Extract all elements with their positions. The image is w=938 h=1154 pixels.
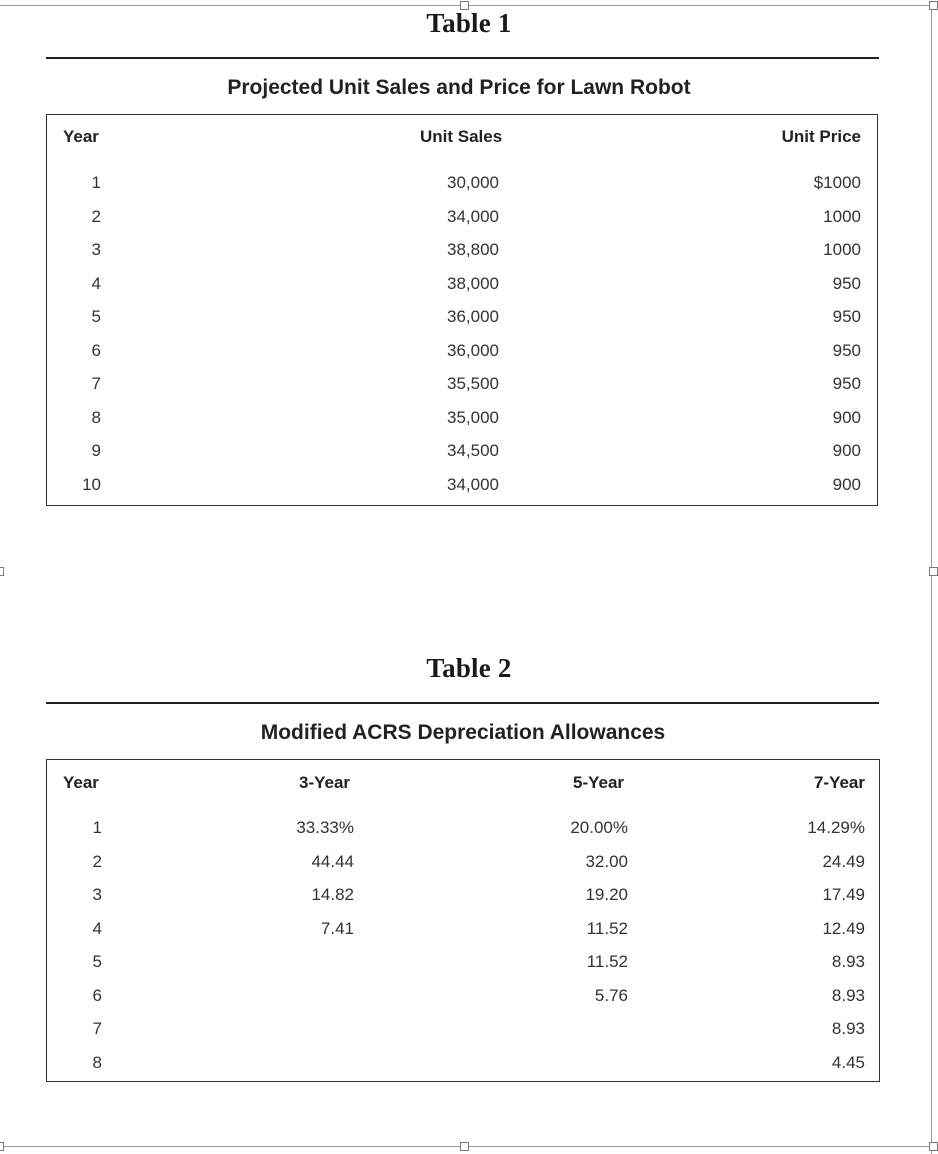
- three-year-cell: 7.41: [320, 918, 354, 938]
- unit-sales-cell: 36,000: [447, 340, 499, 360]
- five-year-cell: 32.00: [585, 851, 628, 871]
- column-header-unit-price: Unit Price: [781, 127, 861, 146]
- seven-year-cell: 8.93: [831, 952, 865, 971]
- five-year-cell: 5.76: [594, 985, 628, 1005]
- unit-price-cell: 1000: [823, 240, 861, 259]
- table-2-title: Table 2: [426, 653, 512, 683]
- year-cell: 6: [92, 985, 102, 1005]
- year-cell: 9: [91, 441, 101, 460]
- unit-sales-cell: 34,500: [447, 441, 499, 460]
- five-year-cell: 19.20: [585, 885, 628, 904]
- table-2: [46, 759, 880, 1082]
- resize-handle-bottom-right[interactable]: [929, 1142, 938, 1151]
- year-cell: 4: [92, 918, 102, 938]
- unit-sales-cell: 38,800: [447, 240, 499, 259]
- unit-price-cell: 950: [832, 273, 861, 293]
- year-cell: 3: [92, 885, 102, 904]
- year-cell: 6: [91, 340, 101, 360]
- year-cell: 7: [91, 374, 101, 393]
- table-2-rule: [46, 702, 879, 704]
- year-cell: 5: [91, 307, 101, 326]
- year-cell: 1: [91, 173, 101, 192]
- table-2-subtitle: Modified ACRS Depreciation Allowances: [260, 721, 666, 744]
- unit-price-cell: 950: [832, 307, 861, 326]
- unit-price-cell: 900: [832, 474, 861, 494]
- table-1: [46, 114, 878, 506]
- five-year-cell: 20.00%: [570, 818, 628, 837]
- year-cell: 8: [92, 1052, 102, 1072]
- year-cell: 8: [91, 407, 101, 427]
- unit-sales-cell: 34,000: [447, 474, 499, 494]
- five-year-cell: 11.52: [586, 918, 628, 938]
- year-cell: 2: [92, 851, 102, 871]
- seven-year-cell: 24.49: [822, 851, 865, 871]
- unit-sales-cell: 35,000: [447, 407, 499, 427]
- unit-sales-cell: 30,000: [447, 173, 499, 192]
- frame-right-border: [931, 5, 932, 1154]
- resize-handle-bottom[interactable]: [460, 1142, 469, 1151]
- unit-sales-cell: 34,000: [447, 206, 499, 226]
- column-header-year: Year: [63, 127, 99, 146]
- table-1-title: Table 1: [426, 8, 512, 38]
- seven-year-cell: 8.93: [831, 1019, 865, 1038]
- unit-sales-cell: 35,500: [447, 374, 499, 393]
- seven-year-cell: 8.93: [831, 985, 865, 1005]
- unit-price-cell: 950: [832, 340, 861, 360]
- year-cell: 3: [91, 240, 101, 259]
- column-header-7-year: 7-Year: [813, 773, 865, 792]
- seven-year-cell: 17.49: [822, 885, 865, 904]
- year-cell: 7: [92, 1019, 102, 1038]
- resize-handle-right[interactable]: [929, 567, 938, 576]
- seven-year-cell: 12.49: [822, 918, 865, 938]
- column-header-year: Year: [63, 773, 99, 792]
- three-year-cell: 33.33%: [296, 818, 354, 837]
- table-1-rule: [46, 57, 879, 59]
- column-header-unit-sales: Unit Sales: [420, 127, 503, 146]
- frame-top-border: [0, 5, 938, 6]
- seven-year-cell: 14.29%: [807, 818, 865, 837]
- unit-price-cell: 900: [832, 441, 861, 460]
- resize-handle-bottom-left[interactable]: [0, 1142, 4, 1151]
- year-cell: 5: [92, 952, 102, 971]
- unit-sales-cell: 38,000: [447, 273, 499, 293]
- year-cell: 2: [91, 206, 101, 226]
- column-header-3-year: 3-Year: [299, 773, 351, 792]
- year-cell: 1: [92, 818, 102, 837]
- unit-price-cell: 1000: [823, 206, 861, 226]
- table-1-subtitle: Projected Unit Sales and Price for Lawn Robot: [227, 76, 691, 99]
- seven-year-cell: 4.45: [831, 1052, 865, 1072]
- unit-price-cell: 950: [832, 374, 861, 393]
- frame-bottom-border: [0, 1146, 938, 1147]
- three-year-cell: 14.82: [311, 885, 354, 904]
- five-year-cell: 11.52: [586, 952, 628, 971]
- year-cell: 10: [82, 474, 101, 494]
- unit-price-cell: $1000: [813, 173, 861, 192]
- unit-sales-cell: 36,000: [447, 307, 499, 326]
- three-year-cell: 44.44: [311, 851, 354, 871]
- column-header-5-year: 5-Year: [573, 773, 625, 792]
- year-cell: 4: [91, 273, 101, 293]
- resize-handle-left[interactable]: [0, 567, 4, 576]
- unit-price-cell: 900: [832, 407, 861, 427]
